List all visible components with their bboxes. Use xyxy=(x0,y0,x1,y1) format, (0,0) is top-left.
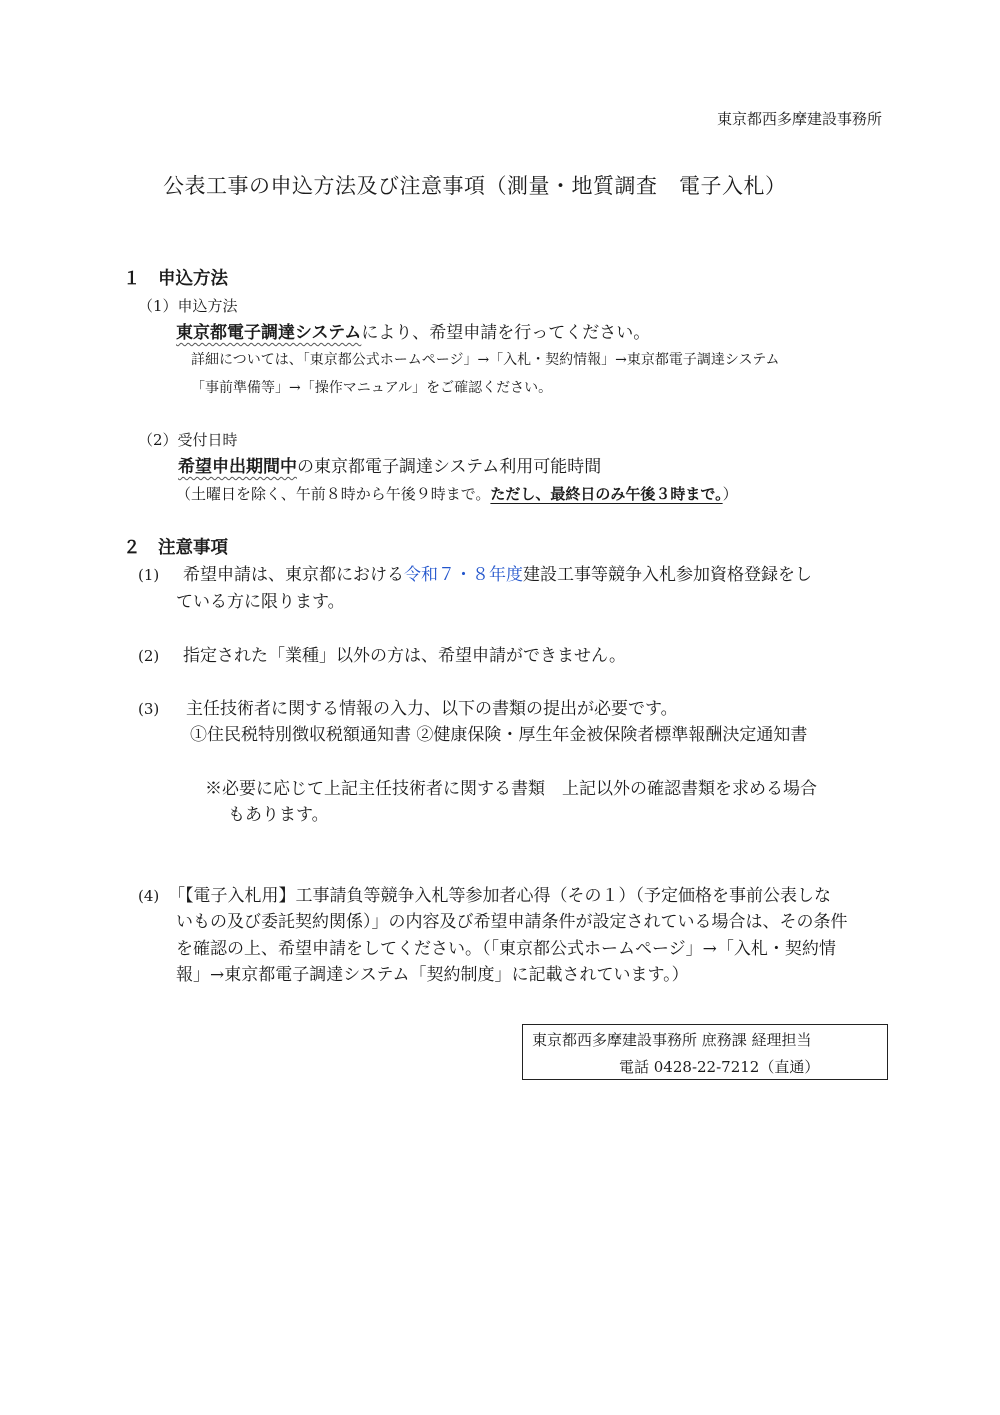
note-1-label: (1) xyxy=(138,566,160,584)
e-procurement-system-link[interactable]: 東京都電子調達システム xyxy=(176,323,362,343)
note-4-line-2: いもの及び委託契約関係）」の内容及び希望申請条件が設定されている場合は、その条件 xyxy=(176,912,848,932)
note-1-text-before: 希望申請は、東京都における xyxy=(183,565,404,585)
note-3-label: (3) xyxy=(138,700,160,718)
note-4-line-4: 報」→東京都電子調達システム「契約制度」に記載されています。） xyxy=(176,965,689,985)
item-1-1-detail-2: 「事前準備等」→「操作マニュアル」をご確認ください。 xyxy=(191,380,553,396)
note-1-text-after: 建設工事等競争入札参加資格登録をし xyxy=(523,565,812,585)
hours-suffix: ） xyxy=(722,485,738,503)
item-1-2-hours xyxy=(176,487,738,502)
item-1-2-text-rest: の東京都電子調達システム利用可能時間 xyxy=(297,457,602,477)
note-4-line-3: を確認の上、希望申請をしてください。（「東京都公式ホームページ」→「入札・契約情 xyxy=(176,939,836,959)
note-2-label: (2) xyxy=(138,647,160,665)
note-4-line-1: 「【電子入札用】工事請負等競争入札等参加者心得（その１）（予定価格を事前公表しな xyxy=(168,886,831,906)
hours-final-day-emphasis: ただし、最終日のみ午後３時まで。 xyxy=(490,485,723,503)
contact-phone: 電話 0428-22-7212（直通） xyxy=(619,1058,820,1076)
office-name: 東京都西多摩建設事務所 xyxy=(716,110,882,128)
note-3-documents: ①住民税特別徴収税額通知書 ②健康保険・厚生年金被保険者標準報酬決定通知書 xyxy=(190,725,808,745)
section-2-heading: ２ 注意事項 xyxy=(123,538,228,558)
note-3-remark-1: ※必要に応じて上記主任技術者に関する書類 上記以外の確認書類を求める場合 xyxy=(205,779,817,799)
note-1-line-1 xyxy=(183,567,812,584)
application-period-emphasis: 希望申出期間中 xyxy=(178,457,297,477)
contact-department: 東京都西多摩建設事務所 庶務課 経理担当 xyxy=(532,1031,812,1049)
section-1-heading: １ 申込方法 xyxy=(123,269,228,289)
item-1-1-text-rest: により、希望申請を行ってください。 xyxy=(361,323,651,343)
note-3-text: 主任技術者に関する情報の入力、以下の書類の提出が必要です。 xyxy=(186,699,678,719)
contact-box xyxy=(522,1024,888,1080)
item-1-1-label: （1）申込方法 xyxy=(138,297,238,315)
item-1-1-text xyxy=(176,325,650,342)
note-4-label: (4) xyxy=(138,887,160,905)
note-1-line-2: ている方に限ります。 xyxy=(176,592,345,612)
page-title: 公表工事の申込方法及び注意事項（測量・地質調査 電子入札） xyxy=(163,174,787,198)
item-1-2-label: （2）受付日時 xyxy=(138,431,238,449)
note-2-text: 指定された「業種」以外の方は、希望申請ができません。 xyxy=(183,646,627,666)
hours-prefix: （土曜日を除く、午前８時から午後９時まで。 xyxy=(176,485,491,503)
note-1-fiscal-year-highlight: 令和７・８年度 xyxy=(404,565,523,585)
item-1-1-detail-1: 詳細については、「東京都公式ホームページ」→「入札・契約情報」→東京都電子調達システム xyxy=(191,352,780,368)
item-1-2-text xyxy=(178,459,601,476)
note-3-remark-2: もあります。 xyxy=(228,805,329,825)
